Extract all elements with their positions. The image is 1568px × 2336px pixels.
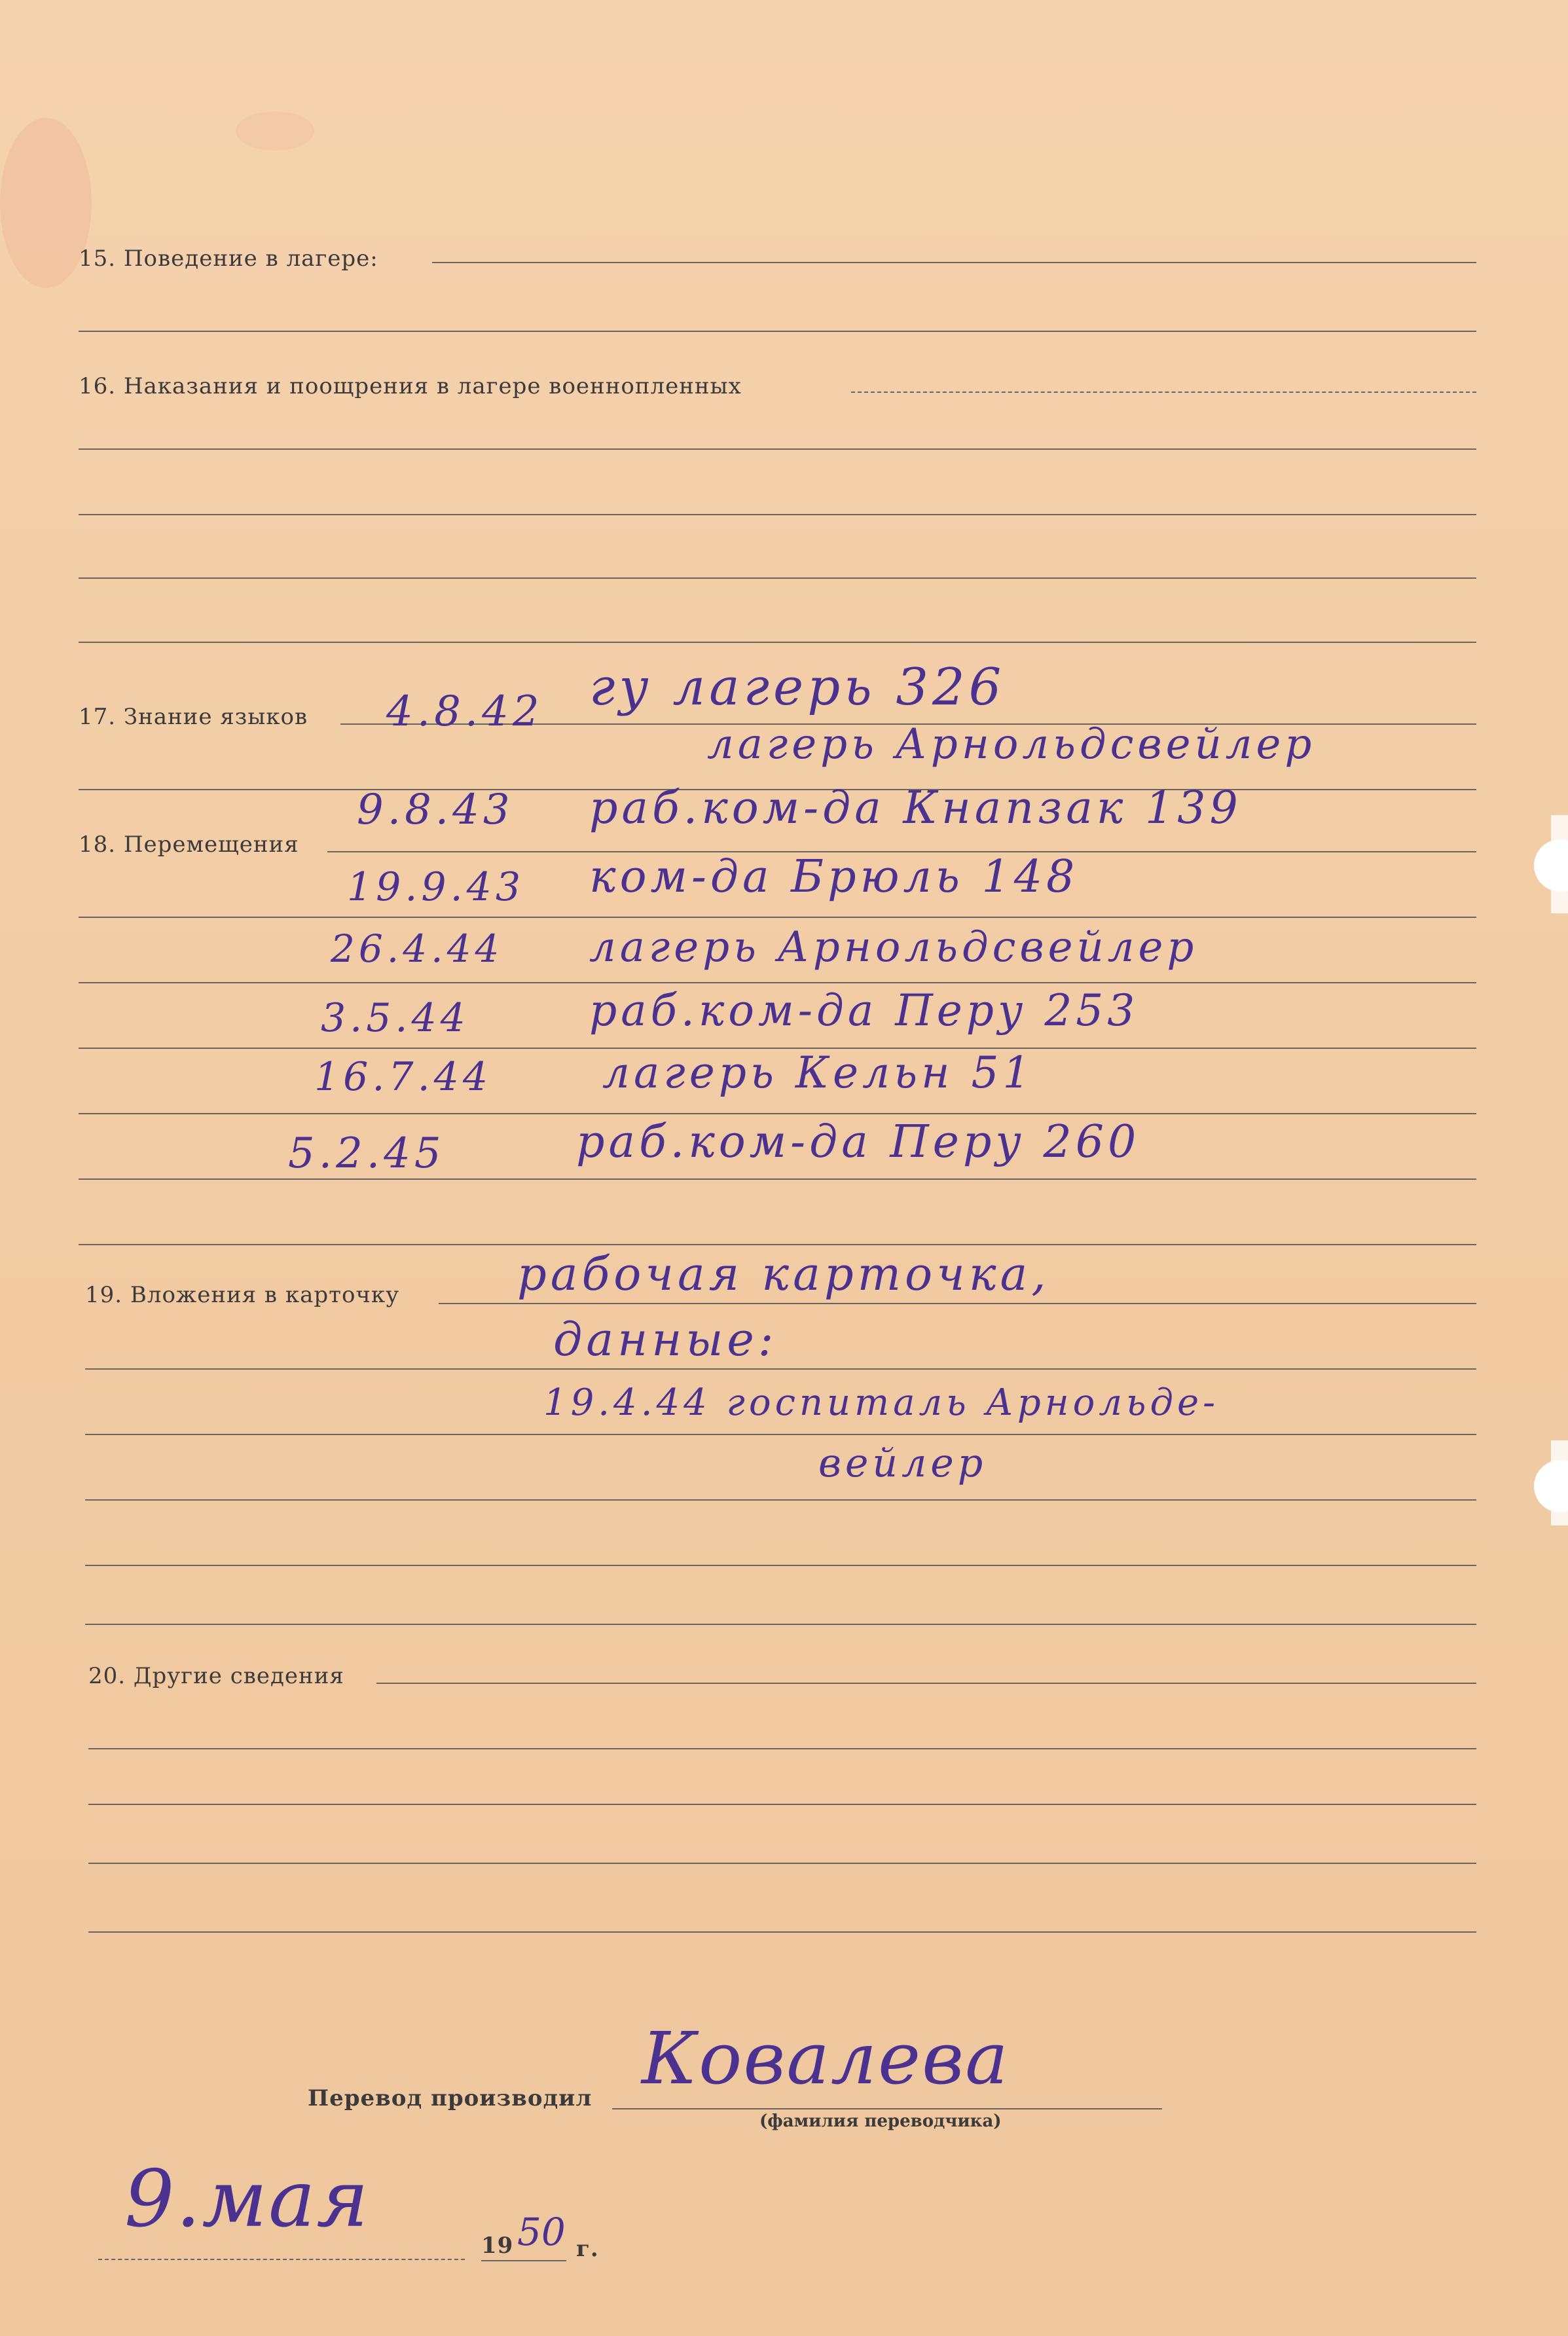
rule [432, 262, 1476, 263]
rule [79, 982, 1476, 983]
date-year-prefix: 19 [481, 2233, 514, 2259]
hw-movement-date: 16.7.44 [314, 1054, 492, 1100]
rule [88, 1931, 1476, 1933]
signature-name: Ковалева [642, 2017, 1010, 2100]
hw-movement-date: 9.8.43 [357, 786, 514, 834]
rule [79, 917, 1476, 918]
field-18-label: 18. Перемещения [79, 831, 299, 858]
hw-movement-text: раб.ком-да Кнапзак 139 [589, 782, 1242, 834]
rule [88, 1804, 1476, 1805]
torn-edge [1551, 815, 1568, 913]
date-day-month: 9.мая [124, 2154, 370, 2245]
rule [851, 392, 1476, 393]
field-20-label: 20. Другие сведения [88, 1663, 344, 1689]
date-line [98, 2259, 465, 2260]
signature-label: Перевод производил [308, 2085, 593, 2111]
rule [85, 1499, 1476, 1501]
rule [88, 1863, 1476, 1864]
hw-attachment-line: рабочая карточка, [517, 1247, 1050, 1301]
hw-movement-date: 26.4.44 [331, 926, 503, 971]
rule [85, 1368, 1476, 1370]
date-g: г. [576, 2236, 599, 2262]
hw-movement-date: 4.8.42 [386, 687, 543, 736]
date-year-suffix: 50 [517, 2210, 566, 2254]
rule [79, 642, 1476, 643]
rule [88, 1748, 1476, 1749]
rule [85, 1624, 1476, 1625]
hw-movement-date: 5.2.45 [288, 1129, 445, 1178]
rule [79, 577, 1476, 579]
field-16-label: 16. Наказания и поощрения в лагере военнопленных [79, 373, 742, 399]
stain [236, 111, 314, 151]
hw-movement-date: 3.5.44 [321, 995, 469, 1041]
hw-movement-text: раб.ком-да Перу 260 [576, 1116, 1140, 1168]
torn-edge [1551, 1440, 1568, 1525]
signature-line [612, 2108, 1162, 2109]
rule [79, 331, 1476, 332]
hw-movement-date: 19.9.43 [347, 864, 525, 910]
hw-attachment-line: 19.4.44 госпиталь Арнольде- [543, 1381, 1220, 1424]
date-year-line [481, 2260, 566, 2261]
rule [79, 514, 1476, 515]
rule [85, 1434, 1476, 1435]
hw-movement-text: гу лагерь 326 [589, 658, 1006, 717]
hw-attachment-line: вейлер [818, 1440, 987, 1486]
signature-caption: (фамилия переводчика) [759, 2111, 1002, 2131]
hw-attachment-line: данные: [553, 1313, 778, 1366]
hw-movement-text: лагерь Арнольдсвейлер [707, 720, 1316, 769]
hw-movement-text: раб.ком-да Перу 253 [589, 985, 1139, 1036]
hw-movement-text: ком-да Брюль 148 [589, 851, 1079, 903]
hw-movement-text: лагерь Кельн 51 [602, 1048, 1034, 1098]
rule [439, 1303, 1476, 1304]
rule [79, 1178, 1476, 1180]
hw-movement-text: лагерь Арнольдсвейлер [589, 923, 1198, 972]
field-15-label: 15. Поведение в лагере: [79, 246, 378, 272]
field-19-label: 19. Вложения в карточку [85, 1282, 400, 1308]
stain [0, 118, 92, 288]
rule [79, 1113, 1476, 1114]
rule [79, 448, 1476, 450]
rule [79, 1244, 1476, 1245]
field-17-label: 17. Знание языков [79, 704, 308, 730]
rule [85, 1565, 1476, 1566]
rule [376, 1683, 1476, 1684]
